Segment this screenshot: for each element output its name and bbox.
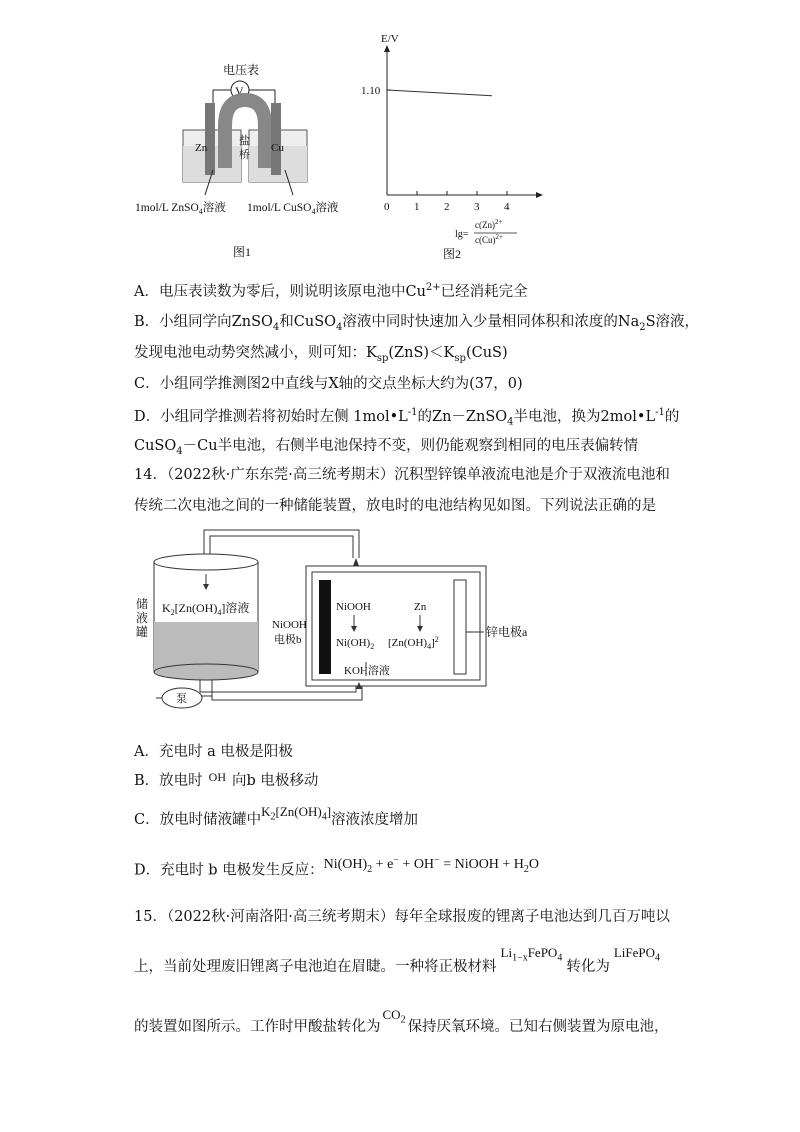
formula-lifepo4: LiFePO$_4$ bbox=[613, 945, 660, 964]
svg-text:桥: 桥 bbox=[239, 149, 250, 161]
svg-text:电极b: 电极b bbox=[274, 634, 302, 646]
x-tick-label: 0 bbox=[384, 201, 390, 213]
figure-1-galvanic-cell bbox=[125, 58, 365, 268]
svg-text:Ni(OH)2: $Ni(OH)_2$ bbox=[336, 637, 375, 651]
svg-text:K2[Zn(OH)4]溶液: $K_2[Zn(OH)_4]$溶液 bbox=[162, 601, 250, 617]
svg-text:Cu: Cu bbox=[271, 142, 284, 154]
formula-co2: $CO_2$ bbox=[382, 1007, 406, 1026]
svg-text:罐: 罐 bbox=[136, 625, 149, 639]
q14-option-a[interactable]: A．充电时 a 电极是阳极 bbox=[134, 744, 293, 760]
svg-text:锌电极a: 锌电极a bbox=[486, 625, 528, 639]
svg-text:液: 液 bbox=[136, 611, 149, 625]
formula-li1-xfepo4: $Li_{1-x}FePO_4$ bbox=[500, 945, 563, 964]
svg-text:Zn: Zn bbox=[195, 142, 208, 154]
niooh-electrode-b bbox=[319, 580, 331, 674]
x-tick-label: 2 bbox=[444, 201, 450, 213]
figure-3-flow-battery bbox=[134, 522, 554, 722]
x-tick-label: 4 bbox=[504, 201, 510, 213]
figure-2-emf-chart bbox=[355, 30, 555, 265]
q14-stem-line1: 14．（2022秋·广东东莞·高三统考期末）沉积型锌镍单液流电池是介于双液流电池和 bbox=[134, 467, 670, 483]
svg-text:1mol/L ZnSO4溶液: 1mol/L ZnSO$_4$溶液 bbox=[135, 202, 226, 216]
c-formula: $K_2[Zn(OH)_4]$ bbox=[261, 804, 332, 823]
zn-electrode-a bbox=[454, 580, 466, 674]
svg-text:盐: 盐 bbox=[239, 135, 250, 147]
svg-text:储: 储 bbox=[136, 597, 149, 611]
voltmeter-label: 电压表 bbox=[223, 63, 260, 77]
q13-option-b-line1[interactable]: B．小组同学向ZnSO$_4$和CuSO$_4$溶液中同时快速加入少量相同体积和浓度的$Na_2S$溶液， bbox=[134, 314, 700, 333]
zn-electrode bbox=[205, 103, 215, 175]
svg-text:NiOOH: NiOOH bbox=[272, 619, 307, 631]
q13-option-b-line2: 发现电池电动势突然减小，则可知：$K_{sp}(ZnS)<K_{sp}(CuS)$ bbox=[134, 345, 508, 364]
emf-line bbox=[387, 90, 492, 96]
svg-text:KOH溶液: KOH溶液 bbox=[344, 665, 390, 677]
q14-option-c[interactable]: C．放电时储液罐中$K_2[Zn(OH)_4]$溶液浓度增加 bbox=[134, 804, 419, 828]
q13-option-d-line1[interactable]: D．小组同学推测若将初始时左侧 $1mol•L^{-1}$的Zn－ZnSO$_4$半电池，换为$2mol•L^{-1}$的 bbox=[134, 407, 680, 428]
q14-option-b[interactable]: B．放电时 $^{OH}$ 向b 电极移动 bbox=[134, 770, 319, 789]
q14-stem-line2: 传统二次电池之间的一种储能装置，放电时的电池结构见如图。下列说法正确的是 bbox=[134, 498, 656, 514]
svg-text:1mol/L CuSO4溶液: 1mol/L CuSO$_4$溶液 bbox=[247, 202, 339, 216]
svg-text:Zn: Zn bbox=[414, 601, 427, 613]
q14-option-d[interactable]: D．充电时 b 电极发生反应：$Ni(OH)_2 + e^- + OH^-$ = NiOOH + $H_2O$ bbox=[134, 854, 540, 879]
svg-text:[Zn(OH)4]2: $[Zn(OH)_4]^2$ bbox=[388, 635, 439, 651]
q15-stem-line3: 的装置如图所示。工作时甲酸盐转化为$CO_2$ 保持厌氧环境。已知右侧装置为原电池， bbox=[134, 1007, 669, 1035]
x-axis-label: lg= bbox=[455, 229, 469, 240]
q13-option-d-line2: CuSO$_4$－Cu半电池，右侧半电池保持不变，则仍能观察到相同的电压表偏转情 bbox=[134, 438, 639, 457]
q15-stem-line2: 上，当前处理废旧锂离子电池迫在眉睫。一种将正极材料$Li_{1-x}FePO_4$转化为LiFePO$_4$ bbox=[134, 945, 660, 975]
y-axis-label: E/V bbox=[381, 33, 399, 45]
storage-tank bbox=[154, 554, 258, 570]
q13-option-a[interactable]: A．电压表读数为零后，则说明该原电池中$Cu^{2+}$已经消耗完全 bbox=[134, 282, 528, 300]
svg-text:c(Zn)2+: $c(Zn)^{2+}$ bbox=[475, 218, 503, 230]
svg-text:NiOOH: NiOOH bbox=[336, 601, 371, 613]
svg-text:V: V bbox=[235, 84, 244, 98]
y-tick: 1.10 bbox=[361, 85, 381, 97]
svg-text:泵: 泵 bbox=[176, 693, 187, 705]
x-tick-label: 3 bbox=[474, 201, 480, 213]
figure-2-caption: 图2 bbox=[443, 247, 462, 261]
q15-stem-line1: 15．（2022秋·河南洛阳·高三统考期末）每年全球报废的锂离子电池达到几百万吨以 bbox=[134, 909, 670, 925]
figure-1-caption: 图1 bbox=[233, 245, 252, 259]
x-tick-label: 1 bbox=[414, 201, 420, 213]
cu-electrode bbox=[271, 103, 281, 175]
q13-option-c[interactable]: C．小组同学推测图2中直线与X轴的交点坐标大约为(37，0) bbox=[134, 376, 523, 392]
d-equation: $Ni(OH)_2 + e^- + OH^-$ = NiOOH + $H_2O$ bbox=[323, 854, 540, 875]
svg-text:c(Cu)2+: $c(Cu)^{2+}$ bbox=[475, 233, 503, 245]
